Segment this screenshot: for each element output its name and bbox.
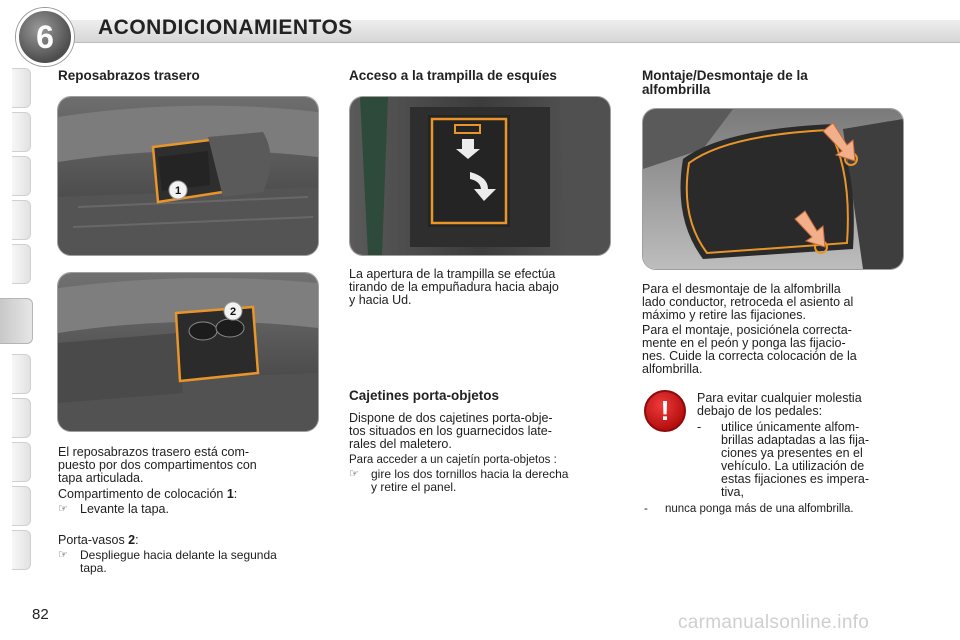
mat-heading-line2: alfombrilla (642, 82, 711, 97)
warning-b1-line1: utilice únicamente alfom- (721, 420, 860, 434)
mat-heading-line1: Montaje/Desmontaje de la (642, 68, 808, 83)
mat-install-line2: mente en el peón y ponga las fijacio- (642, 336, 846, 350)
storage-line2: tos situados en los guarnecidos late- (349, 424, 552, 438)
ski-flap-line2: tirando de la empuñadura hacia abajo (349, 280, 559, 294)
chapter-tab-8[interactable] (12, 398, 31, 438)
chapter-tab-1[interactable] (12, 68, 31, 108)
ski-flap-line3: y hacia Ud. (349, 293, 412, 307)
chapter-tab-2[interactable] (12, 112, 31, 152)
chapter-tab-4[interactable] (12, 200, 31, 240)
storage-boxes-heading: Cajetines porta-objetos (349, 388, 500, 403)
mat-removal-line3: máximo y retire las fijaciones. (642, 308, 806, 322)
ski-flap-photo (349, 96, 611, 256)
mat-install-line3: nes. Cuide la correcta colocación de la (642, 349, 857, 363)
chapter-tab-5[interactable] (12, 244, 31, 284)
chapter-tab-10[interactable] (12, 486, 31, 526)
bullet-unfold-lid-line1: Despliegue hacia delante la segunda (80, 548, 277, 562)
cupholder-number: 2 (128, 533, 136, 547)
rear-armrest-heading: Reposabrazos trasero (58, 68, 200, 83)
floor-mat-photo (642, 108, 904, 270)
storage-line3: rales del maletero. (349, 437, 452, 451)
bullet-turn-screws (349, 468, 614, 496)
mat-removal-line1: Para el desmontaje de la alfombrilla (642, 282, 841, 296)
ski-flap-heading: Acceso a la trampilla de esquíes (349, 68, 557, 83)
cupholder-suffix: : (135, 533, 139, 547)
compartment-prefix: Compartimento de colocación (58, 487, 227, 501)
bullet-lift-lid (58, 503, 320, 517)
page-number: 82 (32, 606, 49, 623)
pointing-hand-icon: ☞ (58, 549, 68, 561)
chapter-tab-11[interactable] (12, 530, 31, 570)
mat-install-line4: alfombrilla. (642, 362, 703, 376)
cupholder-label (58, 534, 320, 547)
warning-b1-line6: tiva, (721, 485, 744, 499)
warning-dash-1: - (697, 420, 702, 434)
bullet-turn-screws-line2: y retire el panel. (371, 480, 457, 494)
rear-armrest-photo-2 (57, 272, 319, 432)
chapter-tab-3[interactable] (12, 156, 31, 196)
chapter-badge: 6 (16, 8, 74, 66)
warning-b1-line2: brillas adaptadas a las fija- (721, 433, 869, 447)
chapter-tab-9[interactable] (12, 442, 31, 482)
warning-line1: Para evitar cualquier molestia (697, 391, 862, 405)
bullet-lift-lid-text: Levante la tapa. (80, 502, 169, 516)
storage-line4: Para acceder a un cajetín porta-objetos : (349, 454, 557, 466)
warning-b2: nunca ponga más de una alfombrilla. (665, 503, 854, 515)
compartment-label (58, 488, 320, 501)
pointing-hand-icon: ☞ (58, 503, 68, 515)
chapter-tab-6-active[interactable] (0, 298, 33, 344)
marker-2: 2 (229, 306, 237, 318)
compartment-suffix: : (233, 487, 238, 501)
chapter-tab-strip (0, 64, 34, 574)
armrest-intro-line3: tapa articulada. (58, 471, 144, 485)
warning-b1-line3: ciones ya presentes en el (721, 446, 863, 460)
marker-1: 1 (174, 185, 182, 197)
warning-dash-2: - (644, 503, 648, 515)
warning-b1-line5: estas fijaciones es impera- (721, 472, 869, 486)
watermark: carmanualsonline.info (678, 612, 870, 633)
ski-flap-line1: La apertura de la trampilla se efectúa (349, 267, 556, 281)
mat-install-line1: Para el montaje, posiciónela correcta- (642, 323, 852, 337)
storage-line1: Dispone de dos cajetines porta-obje- (349, 411, 553, 425)
armrest-intro-line2: puesto por dos compartimentos con (58, 458, 257, 472)
pointing-hand-icon: ☞ (349, 468, 359, 480)
bullet-unfold-lid-line2: tapa. (80, 561, 107, 575)
warning-b1-line4: vehículo. La utilización de (721, 459, 865, 473)
mat-removal-line2: lado conductor, retroceda el asiento al (642, 295, 854, 309)
warning-icon: ! (644, 390, 686, 432)
bullet-unfold-lid (58, 549, 320, 577)
armrest-intro-line1: El reposabrazos trasero está com- (58, 445, 250, 459)
chapter-tab-7[interactable] (12, 354, 31, 394)
warning-line2: debajo de los pedales: (697, 404, 823, 418)
compartment-number: 1 (226, 487, 234, 501)
bullet-turn-screws-line1: gire los dos tornillos hacia la derecha (371, 467, 569, 481)
cupholder-prefix: Porta-vasos (58, 533, 129, 547)
page-title: ACONDICIONAMIENTOS (98, 16, 353, 39)
rear-armrest-photo-1 (57, 96, 319, 256)
